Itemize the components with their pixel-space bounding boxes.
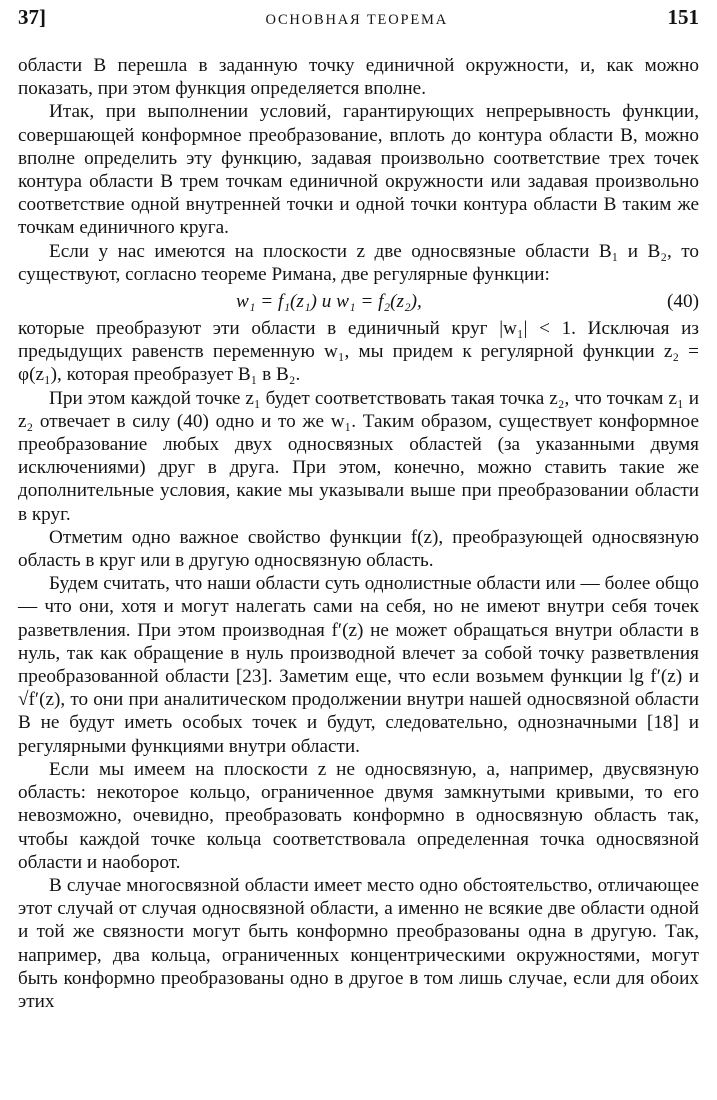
paragraph-3: Если у нас имеются на плоскости z две односвязные области B₁ и B₂, то существуют, согласно теореме Римана, две регулярные функции:: [18, 240, 699, 285]
paragraph-7: Будем считать, что наши области суть однолистные области или — более общо — что они, хотя и могут налегать сами на себя, но не имеют внутри себя точек разветвления. При этом производная f′(z) не может обращаться внутри области в нуль, так как обращение в нуль производной влечет за собой точку разветвления преобразованной области [23]. Заметим еще, что если возьмем функции lg f′(z) и √f′(z), то они при аналитическом продолжении внутри нашей односвязной области B не будут иметь особых точек и будут, следовательно, однозначными [18] и регулярными функциями внутри области.: [18, 573, 699, 757]
page-number: 151: [667, 5, 699, 29]
equation-40: [18, 286, 699, 317]
paragraph-6: Отметим одно важное свойство функции f(z), преобразующей односвязную область в круг или в другую односвязную область.: [18, 526, 699, 572]
section-number: 37]: [18, 5, 46, 29]
paragraph-5: При этом каждой точке z₁ будет соответствовать такая точка z₂, что точкам z₁ и z₂ отвечает в силу (40) одно и то же w₁. Таким образом, существует конформное преобразование любых двух односвязных областей (за указанными двумя исключениями) друг в друга. При этом, конечно, можно ставить такие же дополнительные условия, какие мы указывали выше при преобразовании области в круг.: [18, 387, 699, 525]
running-header: [18, 6, 699, 36]
paragraph-2: Итак, при выполнении условий, гарантирующих непрерывность функции, совершающей конформное преобразование, вплоть до контура области B, можно вполне определить эту функцию, задавая произвольно соответствие трех точек контура области B трем точкам единичной окружности или задавая произвольно соответствие одной внутренней точки и одной точки контура области B таким же точкам единичного круга.: [18, 101, 699, 239]
equation-number: (40): [667, 290, 699, 312]
paragraph-8: Если мы имеем на плоскости z не односвязную, а, например, двусвязную область: некоторое кольцо, ограниченное двумя замкнутыми кривыми, то его невозможно, очевидно, преобразовать конформно в односвязную область так, чтобы каждой точке кольца соответствовала определенная точка односвязной области и наоборот.: [18, 758, 699, 873]
running-title: ОСНОВНАЯ ТЕОРЕМА: [265, 12, 448, 28]
paragraph-4: которые преобразуют эти области в единичный круг |w₁| < 1. Исключая из предыдущих равенств переменную w₁, мы придем к регулярной функции z₂ = φ(z₁), которая преобразует B₁ в B₂.: [18, 318, 699, 386]
equation-formula: w₁ = f₁(z₁) и w₁ = f₂(z₂),: [236, 290, 422, 312]
paragraph-1: области B перешла в заданную точку единичной окружности, и, как можно показать, при этом функция определяется вполне.: [18, 55, 699, 100]
paragraph-9: В случае многосвязной области имеет место одно обстоятельство, отличающее этот случай от случая односвязной области, а именно не всякие две области одной и той же связности могут быть конформно преобразованы одна в другую. Так, например, два кольца, ограниченных концентрическими окружностями, могут быть конформно преобразованы одно в другое в том лишь случае, если для обоих этих: [18, 874, 699, 1012]
